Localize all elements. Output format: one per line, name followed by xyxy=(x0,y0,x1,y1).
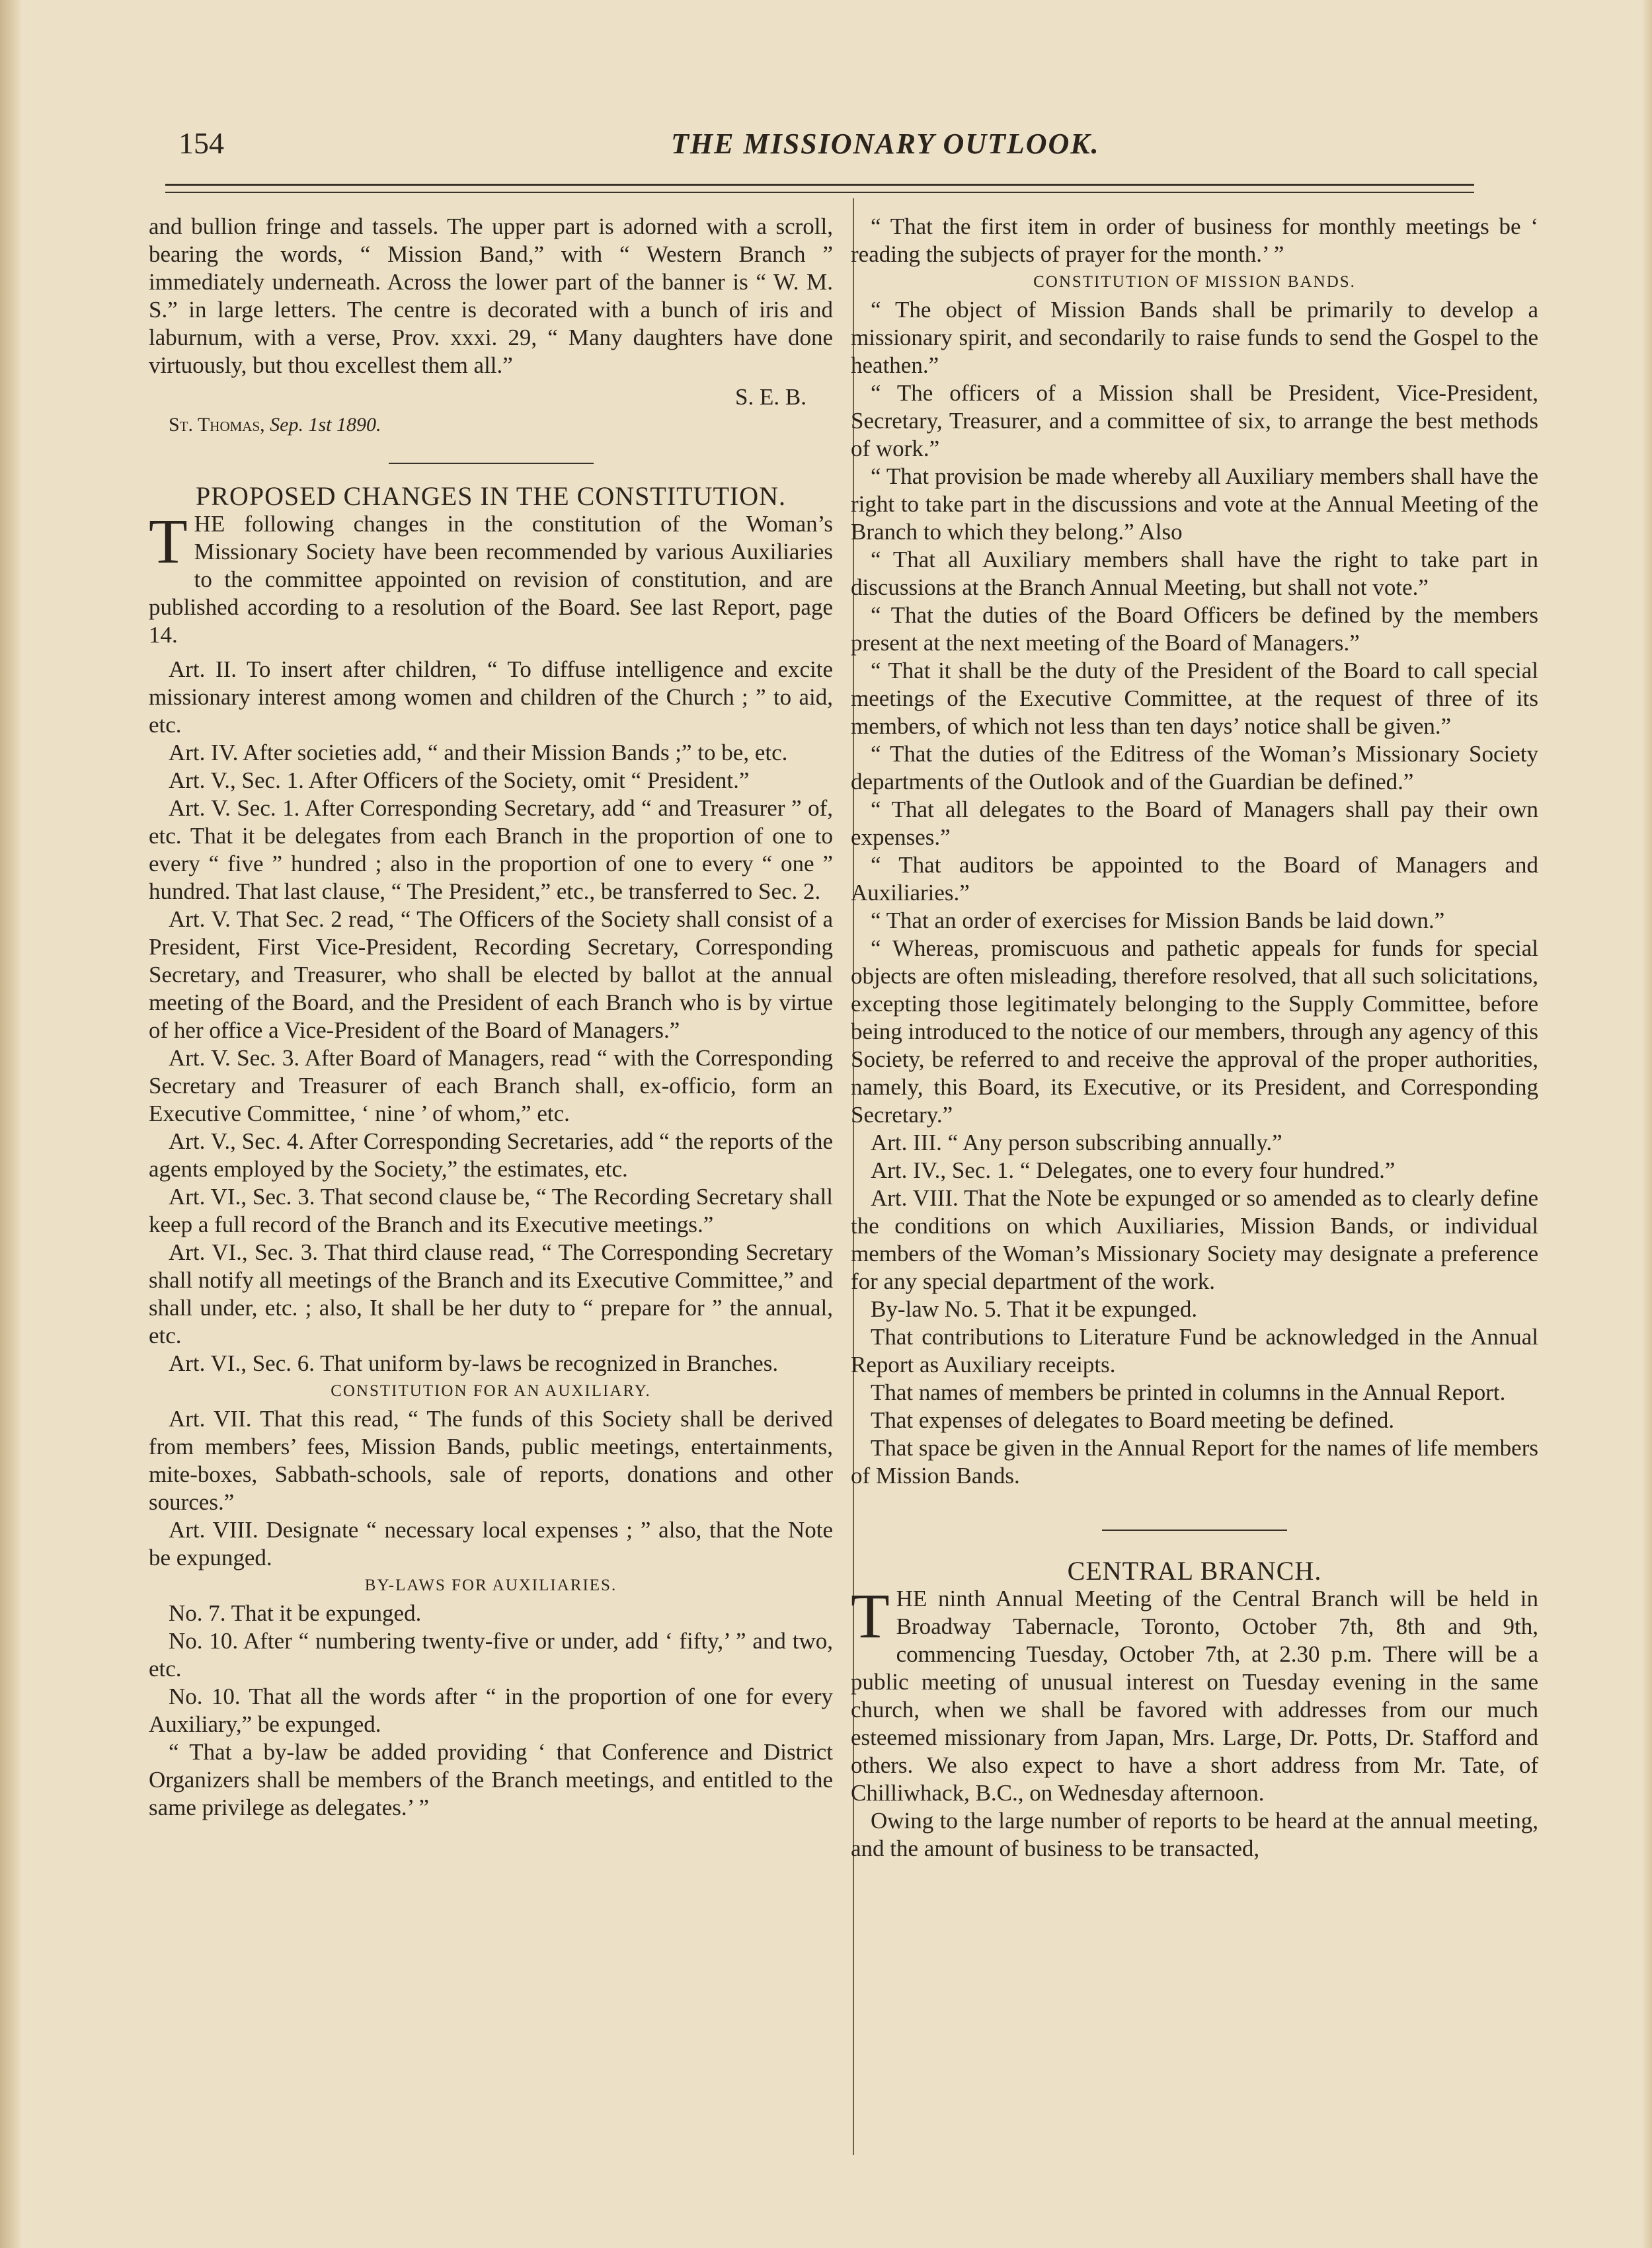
central-branch-title: CENTRAL BRANCH. xyxy=(1067,1556,1322,1586)
central-branch-text: HE ninth Annual Meeting of the Central Branch will be held in Broadway Tabernacle, Toronto, October 7th, 8th and 9th, commencing Tuesday, October 7th, at 2.30 p.m. There will be a public meeting of unusual interest on Tuesday evening in the same church, when we shall be favored with addresses from our much esteemed missionary from Japan, Mrs. Large, Dr. Potts, Dr. Stafford and others. We also expect to have a short address from Mr. Tate, of Chilliwhack, B.C., on Wednesday afternoon. xyxy=(851,1586,1538,1806)
article-item: Art. V. That Sec. 2 read, “ The Officers of the Society shall consist of a President, First Vice-President, Recording Secretary, Corresponding Secretary, and Treasurer, who shall be elected by ballot at the annual meeting of the Board, and the President of each Branch who is by virtue of her office a Vice-President of the Board of Managers.” xyxy=(149,906,833,1043)
article-item: By-law No. 5. That it be expunged. xyxy=(871,1296,1198,1322)
article-item: Art. III. “ Any person subscribing annually.” xyxy=(871,1130,1282,1155)
article-item: That contributions to Literature Fund be acknowledged in the Annual Report as Auxiliary receipts. xyxy=(851,1324,1538,1377)
dateline-place: St. Thomas, xyxy=(169,414,265,436)
page-edge xyxy=(1641,0,1652,2248)
bylaw-item: No. 10. That all the words after “ in the proportion of one for every Auxiliary,” be expunged. xyxy=(149,1684,833,1737)
article-item: Art. IV., Sec. 1. “ Delegates, one to every four hundred.” xyxy=(871,1157,1396,1183)
article-item: “ The object of Mission Bands shall be primarily to develop a missionary spirit, and secondarily to raise funds to send the Gospel to the heathen.” xyxy=(851,297,1538,378)
page-number: 154 xyxy=(178,126,224,160)
running-title: THE MISSIONARY OUTLOOK. xyxy=(671,128,1100,160)
drop-cap: T xyxy=(149,506,188,576)
bylaw-item: No. 10. After “ numbering twenty-five or under, add ‘ fifty,’ ” and two, etc. xyxy=(149,1628,833,1682)
article-item: “ That an order of exercises for Mission Bands be laid down.” xyxy=(871,908,1445,933)
subhead-mission-bands: CONSTITUTION OF MISSION BANDS. xyxy=(1033,273,1356,291)
article-item: Art. VI., Sec. 3. That third clause read, “ The Corresponding Secretary shall notify all meetings of the Branch and its Executive Committee,” and shall under, etc. ; also, It shall be her duty to “ prepare for ” the annual, etc. xyxy=(149,1239,833,1348)
right-column xyxy=(851,213,1538,1863)
intro-paragraph: and bullion fringe and tassels. The upper part is adorned with a scroll, bearing the words, “ Mission Band,” with “ Western Branch ” immediately underneath. Across the lower part of the banner is “ W. M. S.” in large letters. The centre is decorated with a bunch of iris and laburnum, with a verse, Prov. xxxi. 29, “ Many daughters have done virtuously, but thou excellest them all.” xyxy=(149,213,833,378)
article-item: That space be given in the Annual Report for the names of life members of Mission Bands. xyxy=(851,1435,1538,1489)
bylaw-item: “ That a by-law be added providing ‘ that Conference and District Organizers shall be members of the Branch meetings, and entitled to the same privilege as delegates.’ ” xyxy=(149,1739,833,1820)
article-item: “ That it shall be the duty of the President of the Board to call special meetings of the Executive Committee, at the request of three of its members, of which not less than ten days’ notice shall be given.” xyxy=(851,658,1538,739)
header-rule-secondary xyxy=(165,192,1474,193)
article-item: “ That provision be made whereby all Auxiliary members shall have the right to take part in the discussions and vote at the Annual Meeting of the Branch to which they belong.” Also xyxy=(851,463,1538,545)
article-item: That names of members be printed in columns in the Annual Report. xyxy=(871,1379,1506,1405)
article-item: Art. IV. After societies add, “ and their Mission Bands ;” to be, etc. xyxy=(169,740,788,765)
article-item: Art. VI., Sec. 3. That second clause be, “ The Recording Secretary shall keep a full record of the Branch and its Executive meetings.” xyxy=(149,1184,833,1237)
central-branch-lead xyxy=(851,1580,1538,1807)
section-rule xyxy=(389,463,594,464)
article-item: Art. V. Sec. 1. After Corresponding Secretary, add “ and Treasurer ” of, etc. That it be delegates from each Branch in the proportion of one to every “ five ” hundred ; also in the proportion of one to every “ one ” hundred. That last clause, “ The President,” etc., be transferred to Sec. 2. xyxy=(149,795,833,904)
articles-list xyxy=(149,656,833,1377)
article-item: “ That all delegates to the Board of Managers shall pay their own expenses.” xyxy=(851,796,1538,850)
article-item: Art. VI., Sec. 6. That uniform by-laws be recognized in Branches. xyxy=(169,1350,779,1376)
article-item: “ That the first item in order of business for monthly meetings be ‘ reading the subjects of prayer for the month.’ ” xyxy=(851,213,1538,267)
article-item: Art. VIII. Designate “ necessary local expenses ; ” also, that the Note be expunged. xyxy=(149,1517,833,1570)
bylaw-item: No. 7. That it be expunged. xyxy=(169,1600,422,1626)
central-branch-continued: Owing to the large number of reports to be heard at the annual meeting, and the amount of business to be transacted, xyxy=(851,1808,1538,1861)
header-rule xyxy=(165,184,1474,186)
section-rule xyxy=(1102,1530,1287,1531)
article-item: “ That auditors be appointed to the Board of Managers and Auxiliaries.” xyxy=(851,852,1538,906)
article-item: Art. V. Sec. 3. After Board of Managers, read “ with the Corresponding Secretary and Treasurer of each Branch shall, ex-officio, form an Executive Committee, ‘ nine ’ of whom,” etc. xyxy=(149,1045,833,1126)
article-item: “ Whereas, promiscuous and pathetic appeals for funds for special objects are often misleading, therefore resolved, that all such solicitations, excepting those legitimately belonging to the Supply Committee, before being introduced to the notice of our members, through any agency of this Society, be referred to and receive the approval of the proper authorities, namely, this Board, its Executive, or its President, and Corresponding Secretary.” xyxy=(851,935,1538,1128)
left-column xyxy=(149,213,833,1822)
lead-text: HE following changes in the constitution of the Woman’s Missionary Society have been recommended by various Auxiliaries to the committee appointed on revision of constitution, and are published according to a resolution of the Board. See last Report, page 14. xyxy=(149,511,833,648)
page-header xyxy=(178,126,1431,172)
subhead-bylaws: BY-LAWS FOR AUXILIARIES. xyxy=(364,1576,617,1594)
article-item: Art. V., Sec. 1. After Officers of the Society, omit “ President.” xyxy=(169,767,750,793)
signature: S. E. B. xyxy=(735,384,806,410)
article-item: Art. VIII. That the Note be expunged or so amended as to clearly define the conditions on which Auxiliaries, Mission Bands, or individual members of the Woman’s Missionary Society may designate a preference for any special department of the work. xyxy=(851,1185,1538,1294)
article-item: Art. VII. That this read, “ The funds of this Society shall be derived from members’ fees, Mission Bands, public meetings, entertainments, mite-boxes, Sabbath-schools, sale of reports, donations and other sources.” xyxy=(149,1406,833,1515)
article-item: That expenses of delegates to Board meeting be defined. xyxy=(871,1407,1395,1433)
dateline xyxy=(149,411,833,439)
article-item: Art. V., Sec. 4. After Corresponding Secretaries, add “ the reports of the agents employed by the Society,” the estimates, etc. xyxy=(149,1128,833,1182)
book-spine-shadow xyxy=(0,0,22,2248)
article-item: “ That all Auxiliary members shall have the right to take part in discussions at the Branch Annual Meeting, but shall not vote.” xyxy=(851,547,1538,600)
article-item: “ The officers of a Mission shall be President, Vice-President, Secretary, Treasurer, and a committee of six, to arrange the best methods of work.” xyxy=(851,380,1538,461)
article-item: Art. II. To insert after children, “ To diffuse intelligence and excite missionary interest among women and children of the Church ; ” to aid, etc. xyxy=(149,656,833,738)
article-item: “ That the duties of the Editress of the Woman’s Missionary Society departments of the Outlook and of the Guardian be defined.” xyxy=(851,741,1538,795)
drop-cap: T xyxy=(851,1580,890,1651)
dateline-date: Sep. 1st 1890. xyxy=(270,414,381,436)
article-title: PROPOSED CHANGES IN THE CONSTITUTION. xyxy=(196,481,786,511)
subhead-auxiliary: CONSTITUTION FOR AN AUXILIARY. xyxy=(331,1382,651,1400)
lead-paragraph xyxy=(149,506,833,649)
article-item: “ That the duties of the Board Officers be defined by the members present at the next meeting of the Board of Managers.” xyxy=(851,602,1538,656)
